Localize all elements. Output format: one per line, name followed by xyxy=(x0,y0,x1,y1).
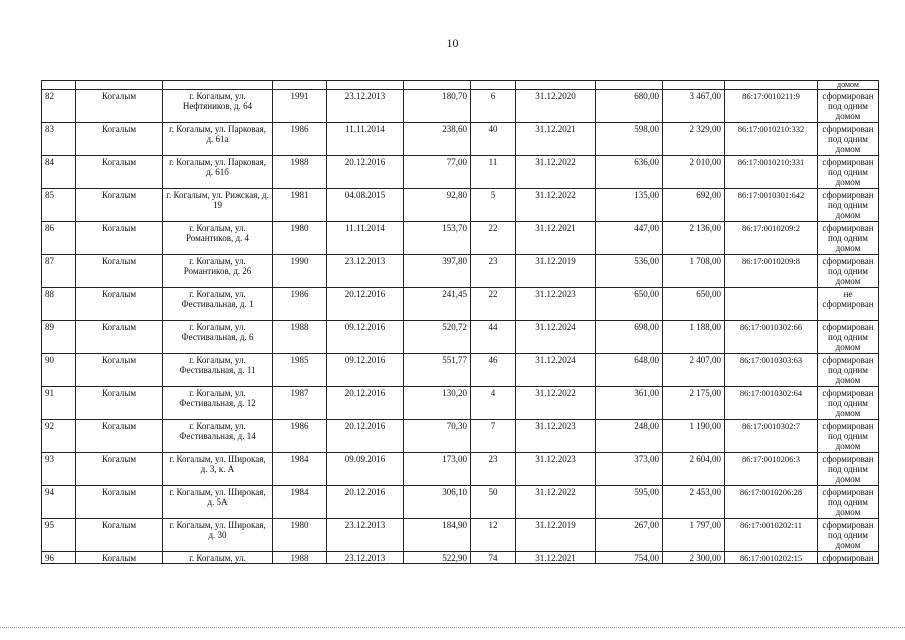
cell-cadastral-number: 86:17:0010206:28 xyxy=(725,486,818,519)
cell-count: 6 xyxy=(471,90,516,123)
cell-cadastral-number: 86:17:0010301:642 xyxy=(725,189,818,222)
table-row xyxy=(42,156,879,189)
cell-total: 2 407,00 xyxy=(663,354,725,387)
cell-area: 70,30 xyxy=(404,420,471,453)
table-row xyxy=(42,453,879,486)
cell-total: 1 708,00 xyxy=(663,255,725,288)
table-row xyxy=(42,519,879,552)
cell-count: 4 xyxy=(471,387,516,420)
cell-address: г. Когалым, ул. Фестивальная, д. 6 xyxy=(163,321,273,354)
cell-number: 84 xyxy=(42,156,76,189)
cell-total: 692,00 xyxy=(663,189,725,222)
cell-year: 1986 xyxy=(273,288,327,321)
cell-cost: 636,00 xyxy=(596,156,663,189)
cell-status: сформирован под одним домом xyxy=(818,255,879,288)
cell-area: 92,80 xyxy=(404,189,471,222)
cell-count: 23 xyxy=(471,453,516,486)
cell-address: г. Когалым, ул. Романтиков, д. 26 xyxy=(163,255,273,288)
cell-count: 74 xyxy=(471,552,516,564)
cell-city: Когалым xyxy=(76,354,163,387)
cell-date-end: 31.12.2020 xyxy=(516,90,596,123)
cell-year: 1991 xyxy=(273,90,327,123)
cell-status: сформирован xyxy=(818,552,879,564)
cell-year: 1988 xyxy=(273,552,327,564)
cell-city: Когалым xyxy=(76,420,163,453)
cell-count: 5 xyxy=(471,189,516,222)
cell-address: г. Когалым, ул. Рижская, д. 19 xyxy=(163,189,273,222)
table-row xyxy=(42,420,879,453)
page-number: 10 xyxy=(446,36,459,50)
cell-area: 397,80 xyxy=(404,255,471,288)
cell-total: 1 188,00 xyxy=(663,321,725,354)
cell-total: 2 136,00 xyxy=(663,222,725,255)
cell-cost: 650,00 xyxy=(596,288,663,321)
cell-cost: 754,00 xyxy=(596,552,663,564)
table-row-partial xyxy=(42,552,879,564)
cell-cadastral-number: 86:17:0010210:332 xyxy=(725,123,818,156)
cell-status: сформирован под одним домом xyxy=(818,90,879,123)
cell-number: 94 xyxy=(42,486,76,519)
cell-count: 23 xyxy=(471,255,516,288)
cell-number: 89 xyxy=(42,321,76,354)
cell-area: 153,70 xyxy=(404,222,471,255)
cell-total: 2 175,00 xyxy=(663,387,725,420)
cell-cadastral-number: 86:17:0010302:66 xyxy=(725,321,818,354)
cell-address: г. Когалым, ул. Широкая, д. 30 xyxy=(163,519,273,552)
cell-number: 95 xyxy=(42,519,76,552)
table-row xyxy=(42,189,879,222)
cell-count: 22 xyxy=(471,222,516,255)
cell-area: 184,90 xyxy=(404,519,471,552)
cell-area: 522,90 xyxy=(404,552,471,564)
cell-date-end: 31.12.2023 xyxy=(516,288,596,321)
cell-date-start: 09.12.2016 xyxy=(327,354,404,387)
table-row-continuation xyxy=(42,81,879,90)
cell-cost: 680,00 xyxy=(596,90,663,123)
cell-date-start: 20.12.2016 xyxy=(327,156,404,189)
table-row xyxy=(42,321,879,354)
cell-date-start: 20.12.2016 xyxy=(327,288,404,321)
cell-status: сформирован под одним домом xyxy=(818,156,879,189)
cell-date-start: 23.12.2013 xyxy=(327,519,404,552)
cell-date-start: 20.12.2016 xyxy=(327,387,404,420)
cell-number: 82 xyxy=(42,90,76,123)
cell-city: Когалым xyxy=(76,387,163,420)
cell-year: 1986 xyxy=(273,420,327,453)
cell-date-start: 04.08.2015 xyxy=(327,189,404,222)
cell-status: сформирован под одним домом xyxy=(818,420,879,453)
cell-cost: 536,00 xyxy=(596,255,663,288)
cell-number: 91 xyxy=(42,387,76,420)
cell-city: Когалым xyxy=(76,486,163,519)
cell-cadastral-number: 86:17:0010202:15 xyxy=(725,552,818,564)
cell-year: 1980 xyxy=(273,519,327,552)
cell-area: 241,45 xyxy=(404,288,471,321)
cell-city: Когалым xyxy=(76,189,163,222)
cell-count: 11 xyxy=(471,156,516,189)
cell-status: сформирован под одним домом xyxy=(818,453,879,486)
cell-date-end: 31.12.2023 xyxy=(516,453,596,486)
cell-cadastral-number: 86:17:0010209:8 xyxy=(725,255,818,288)
cell-total: 2 604,00 xyxy=(663,453,725,486)
cell-date-start: 20.12.2016 xyxy=(327,420,404,453)
cell-cadastral-number: 86:17:0010302:7 xyxy=(725,420,818,453)
cell-cadastral-number: 86:17:0010202:11 xyxy=(725,519,818,552)
cell-status: сформирован под одним домом xyxy=(818,354,879,387)
cell-area: 551,77 xyxy=(404,354,471,387)
cell-number: 87 xyxy=(42,255,76,288)
cell-status: сформирован под одним домом xyxy=(818,123,879,156)
cell-total: 2 010,00 xyxy=(663,156,725,189)
table-body xyxy=(42,81,879,564)
cell-number: 93 xyxy=(42,453,76,486)
cell-total: 1 190,00 xyxy=(663,420,725,453)
cell-date-end: 31.12.2019 xyxy=(516,519,596,552)
cell-total: 2 300,00 xyxy=(663,552,725,564)
table-row xyxy=(42,222,879,255)
cell-date-start: 11.11.2014 xyxy=(327,123,404,156)
cell-status: не сформирован xyxy=(818,288,879,321)
cell-total: 1 797,00 xyxy=(663,519,725,552)
cell-year: 1990 xyxy=(273,255,327,288)
cell-date-end: 31.12.2024 xyxy=(516,354,596,387)
cell-area: 520,72 xyxy=(404,321,471,354)
cell-area: 306,10 xyxy=(404,486,471,519)
cell-count: 7 xyxy=(471,420,516,453)
cell-cadastral-number: 86:17:0010210:331 xyxy=(725,156,818,189)
cell-number: 83 xyxy=(42,123,76,156)
cell-area: 180,70 xyxy=(404,90,471,123)
cell-date-start: 23.12.2013 xyxy=(327,552,404,564)
cell-area: 130,20 xyxy=(404,387,471,420)
cell-year: 1986 xyxy=(273,123,327,156)
cell-cadastral-number xyxy=(725,288,818,321)
cell-count: 12 xyxy=(471,519,516,552)
cell-address: г. Когалым, ул. Парковая, д. 61а xyxy=(163,123,273,156)
table-row xyxy=(42,90,879,123)
table-row xyxy=(42,486,879,519)
cell-date-end: 31.12.2023 xyxy=(516,420,596,453)
cell-address: г. Когалым, ул. Фестивальная, д. 11 xyxy=(163,354,273,387)
cell-date-end: 31.12.2021 xyxy=(516,123,596,156)
cell-cost: 447,00 xyxy=(596,222,663,255)
cell-cadastral-number: 86:17:0010211:9 xyxy=(725,90,818,123)
cell-status: сформирован под одним домом xyxy=(818,486,879,519)
cell-area: 77,00 xyxy=(404,156,471,189)
cell-city: Когалым xyxy=(76,222,163,255)
cell-count: 50 xyxy=(471,486,516,519)
cell-address: г. Когалым, ул. Широкая, д. 5А xyxy=(163,486,273,519)
cell-city: Когалым xyxy=(76,288,163,321)
cell-date-end: 31.12.2022 xyxy=(516,189,596,222)
cell-date-end: 31.12.2021 xyxy=(516,222,596,255)
cell-cost: 135,00 xyxy=(596,189,663,222)
cell-date-start: 09.09.2016 xyxy=(327,453,404,486)
cell-address: г. Когалым, ул. Романтиков, д. 4 xyxy=(163,222,273,255)
cell-total: 3 467,00 xyxy=(663,90,725,123)
cell-status: сформирован под одним домом xyxy=(818,189,879,222)
cell-year: 1985 xyxy=(273,354,327,387)
cell-count: 40 xyxy=(471,123,516,156)
table-row xyxy=(42,255,879,288)
table-row xyxy=(42,123,879,156)
table-row xyxy=(42,387,879,420)
cell-area: 238,60 xyxy=(404,123,471,156)
cell-address: г. Когалым, ул. Нефтяников, д. 64 xyxy=(163,90,273,123)
cell-date-end: 31.12.2021 xyxy=(516,552,596,564)
cell-date-end: 31.12.2022 xyxy=(516,156,596,189)
cell-city: Когалым xyxy=(76,90,163,123)
cell-year: 1984 xyxy=(273,486,327,519)
cell-count: 22 xyxy=(471,288,516,321)
cell-city: Когалым xyxy=(76,453,163,486)
cell-date-start: 09.12.2016 xyxy=(327,321,404,354)
cell-year: 1984 xyxy=(273,453,327,486)
cell-number: 86 xyxy=(42,222,76,255)
cell-city: Когалым xyxy=(76,519,163,552)
cell-year: 1987 xyxy=(273,387,327,420)
cell-status: сформирован под одним домом xyxy=(818,519,879,552)
cell-number: 96 xyxy=(42,552,76,564)
table-row xyxy=(42,354,879,387)
cell-address: г. Когалым, ул. Широкая, д. 3, к. А xyxy=(163,453,273,486)
cell-address: г. Когалым, ул. Фестивальная, д. 12 xyxy=(163,387,273,420)
cell-date-start: 23.12.2013 xyxy=(327,90,404,123)
cell-city: Когалым xyxy=(76,255,163,288)
cell-date-end: 31.12.2024 xyxy=(516,321,596,354)
cell-date-end: 31.12.2022 xyxy=(516,486,596,519)
cell-year: 1980 xyxy=(273,222,327,255)
cell-city: Когалым xyxy=(76,552,163,564)
cell-cadastral-number: 86:17:0010303:63 xyxy=(725,354,818,387)
cell-number: 92 xyxy=(42,420,76,453)
cell-cadastral-number: 86:17:0010209:2 xyxy=(725,222,818,255)
cell-cost: 648,00 xyxy=(596,354,663,387)
cell-address: г. Когалым, ул. xyxy=(163,552,273,564)
cell-status: домом xyxy=(818,81,879,90)
cell-year: 1988 xyxy=(273,321,327,354)
table-row xyxy=(42,288,879,321)
cell-total: 2 329,00 xyxy=(663,123,725,156)
cell-status: сформирован под одним домом xyxy=(818,387,879,420)
cell-address: г. Когалым, ул. Фестивальная, д. 1 xyxy=(163,288,273,321)
cell-count: 46 xyxy=(471,354,516,387)
cell-area: 173,00 xyxy=(404,453,471,486)
cell-city: Когалым xyxy=(76,321,163,354)
cell-count: 44 xyxy=(471,321,516,354)
cell-date-start: 11.11.2014 xyxy=(327,222,404,255)
cell-cost: 698,00 xyxy=(596,321,663,354)
cell-cost: 361,00 xyxy=(596,387,663,420)
cell-cost: 248,00 xyxy=(596,420,663,453)
cell-address: г. Когалым, ул. Фестивальная, д. 14 xyxy=(163,420,273,453)
cell-number: 85 xyxy=(42,189,76,222)
cell-date-start: 23.12.2013 xyxy=(327,255,404,288)
cell-status: сформирован под одним домом xyxy=(818,321,879,354)
cell-total: 2 453,00 xyxy=(663,486,725,519)
cell-year: 1988 xyxy=(273,156,327,189)
cell-cost: 373,00 xyxy=(596,453,663,486)
cell-total: 650,00 xyxy=(663,288,725,321)
cell-cadastral-number: 86:17:0010206:3 xyxy=(725,453,818,486)
cell-cost: 595,00 xyxy=(596,486,663,519)
cell-cadastral-number: 86:17:0010302:64 xyxy=(725,387,818,420)
cell-cost: 598,00 xyxy=(596,123,663,156)
cell-city: Когалым xyxy=(76,123,163,156)
cell-date-start: 20.12.2016 xyxy=(327,486,404,519)
housing-registry-table xyxy=(41,80,879,564)
cell-cost: 267,00 xyxy=(596,519,663,552)
cell-number: 90 xyxy=(42,354,76,387)
cell-city: Когалым xyxy=(76,156,163,189)
cell-date-end: 31.12.2019 xyxy=(516,255,596,288)
cell-year: 1981 xyxy=(273,189,327,222)
cell-address: г. Когалым, ул. Парковая, д. 61б xyxy=(163,156,273,189)
cell-number: 88 xyxy=(42,288,76,321)
cell-status: сформирован под одним домом xyxy=(818,222,879,255)
scan-edge-line xyxy=(0,627,905,629)
cell-date-end: 31.12.2022 xyxy=(516,387,596,420)
